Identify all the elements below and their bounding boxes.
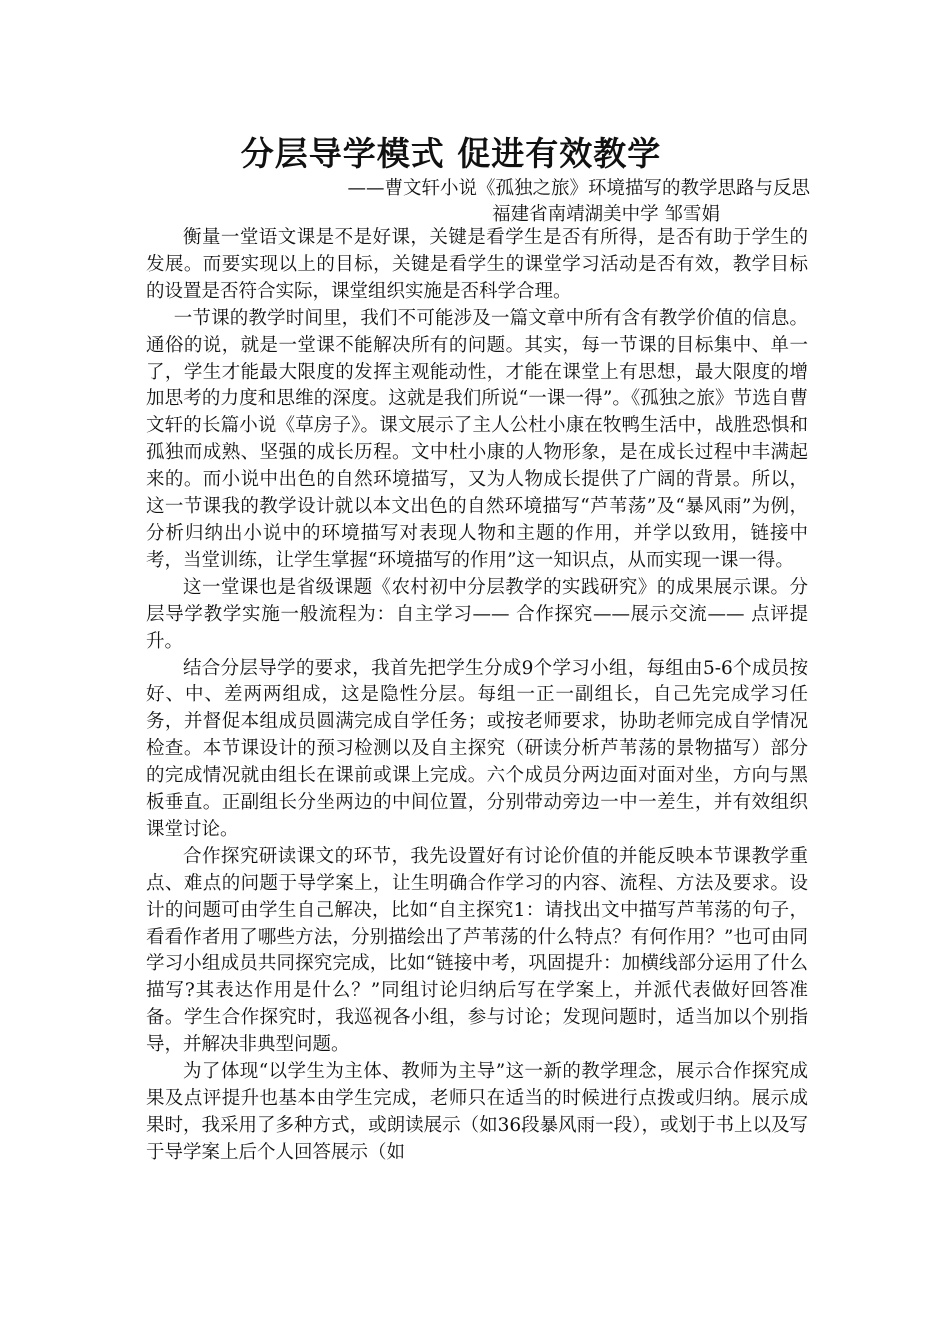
body-paragraph: 结合分层导学的要求，我首先把学生分成9个学习小组，每组由5-6个成员按好、中、差两两组成，这是隐性分层。每组一正一副组长，自己先完成学习任务，并督促本组成员圆满完成自学任务；或按老师要求，协助老师完成自学情况检查。本节课设计的预习检测以及自主探究（研读分析芦苇荡的景物描写）部分的完成情况就由组长在课前或课上完成。六个成员分两边面对面对坐，方向与黑板垂直。正副组长分坐两边的中间位置，分别带动旁边一中一差生，并有效组织课堂讨论。 [146, 657, 808, 840]
body-paragraph: 这一堂课也是省级课题《农村初中分层教学的实践研究》的成果展示课。分层导学教学实施一般流程为：自主学习—— 合作探究——展示交流—— 点评提升。 [146, 576, 808, 652]
body-paragraph: 一节课的教学时间里，我们不可能涉及一篇文章中所有含有教学价值的信息。通俗的说，就是一堂课不能解决所有的问题。其实，每一节课的目标集中、单一了，学生才能最大限度的发挥主观能动性，才能在课堂上有思想，最大限度的增加思考的力度和思维的深度。这就是我们所说“一课一得”。《孤独之旅》节选自曹文轩的长篇小说《草房子》。课文展示了主人公杜小康在牧鸭生活中，战胜恐惧和孤独而成熟、坚强的成长历程。文中杜小康的人物形象，是在成长过程中丰满起来的。而小说中出色的自然环境描写，又为人物成长提供了广阔的背景。所以，这一节课我的教学设计就以本文出色的自然环境描写“芦苇荡”及“暴风雨”为例，分析归纳出小说中的环境描写对表现人物和主题的作用，并学以致用，链接中考，当堂训练，让学生掌握“环境描写的作用”这一知识点，从而实现一课一得。 [146, 307, 808, 571]
document-title: 分层导学模式 促进有效教学 [240, 134, 662, 173]
document-body [146, 225, 808, 1167]
body-paragraph: 合作探究研读课文的环节，我先设置好有讨论价值的并能反映本节课教学重点、难点的问题于导学案上，让生明确合作学习的内容、流程、方法及要求。设计的问题可由学生自己解决，比如“自主探究1：请找出文中描写芦苇荡的句子，看看作者用了哪些方法，分别描绘出了芦苇荡的什么特点？有何作用？”也可由同学习小组成员共同探究完成，比如“链接中考，巩固提升：加横线部分运用了什么描写?其表达作用是什么？”同组讨论归纳后写在学案上，并派代表做好回答准备。学生合作探究时，我巡视各小组，参与讨论；发现问题时，适当加以个别指导，并解决非典型问题。 [146, 845, 808, 1056]
body-paragraph: 为了体现“以学生为主体、教师为主导”这一新的教学理念，展示合作探究成果及点评提升也基本由学生完成，老师只在适当的时候进行点拨或归纳。展示成果时，我采用了多种方式，或朗读展示（如36段暴风雨一段），或划于书上以及写于导学案上后个人回答展示（如 [146, 1061, 808, 1163]
body-paragraph: 衡量一堂语文课是不是好课，关键是看学生是否有所得，是否有助于学生的发展。而要实现以上的目标，关键是看学生的课堂学习活动是否有效，教学目标的设置是否符合实际，课堂组织实施是否科学合理。 [146, 227, 808, 302]
document-author: 福建省南靖湖美中学 邹雪娟 [492, 204, 720, 225]
document-subtitle: ——曹文轩小说《孤独之旅》环境描写的教学思路与反思 [347, 178, 810, 199]
